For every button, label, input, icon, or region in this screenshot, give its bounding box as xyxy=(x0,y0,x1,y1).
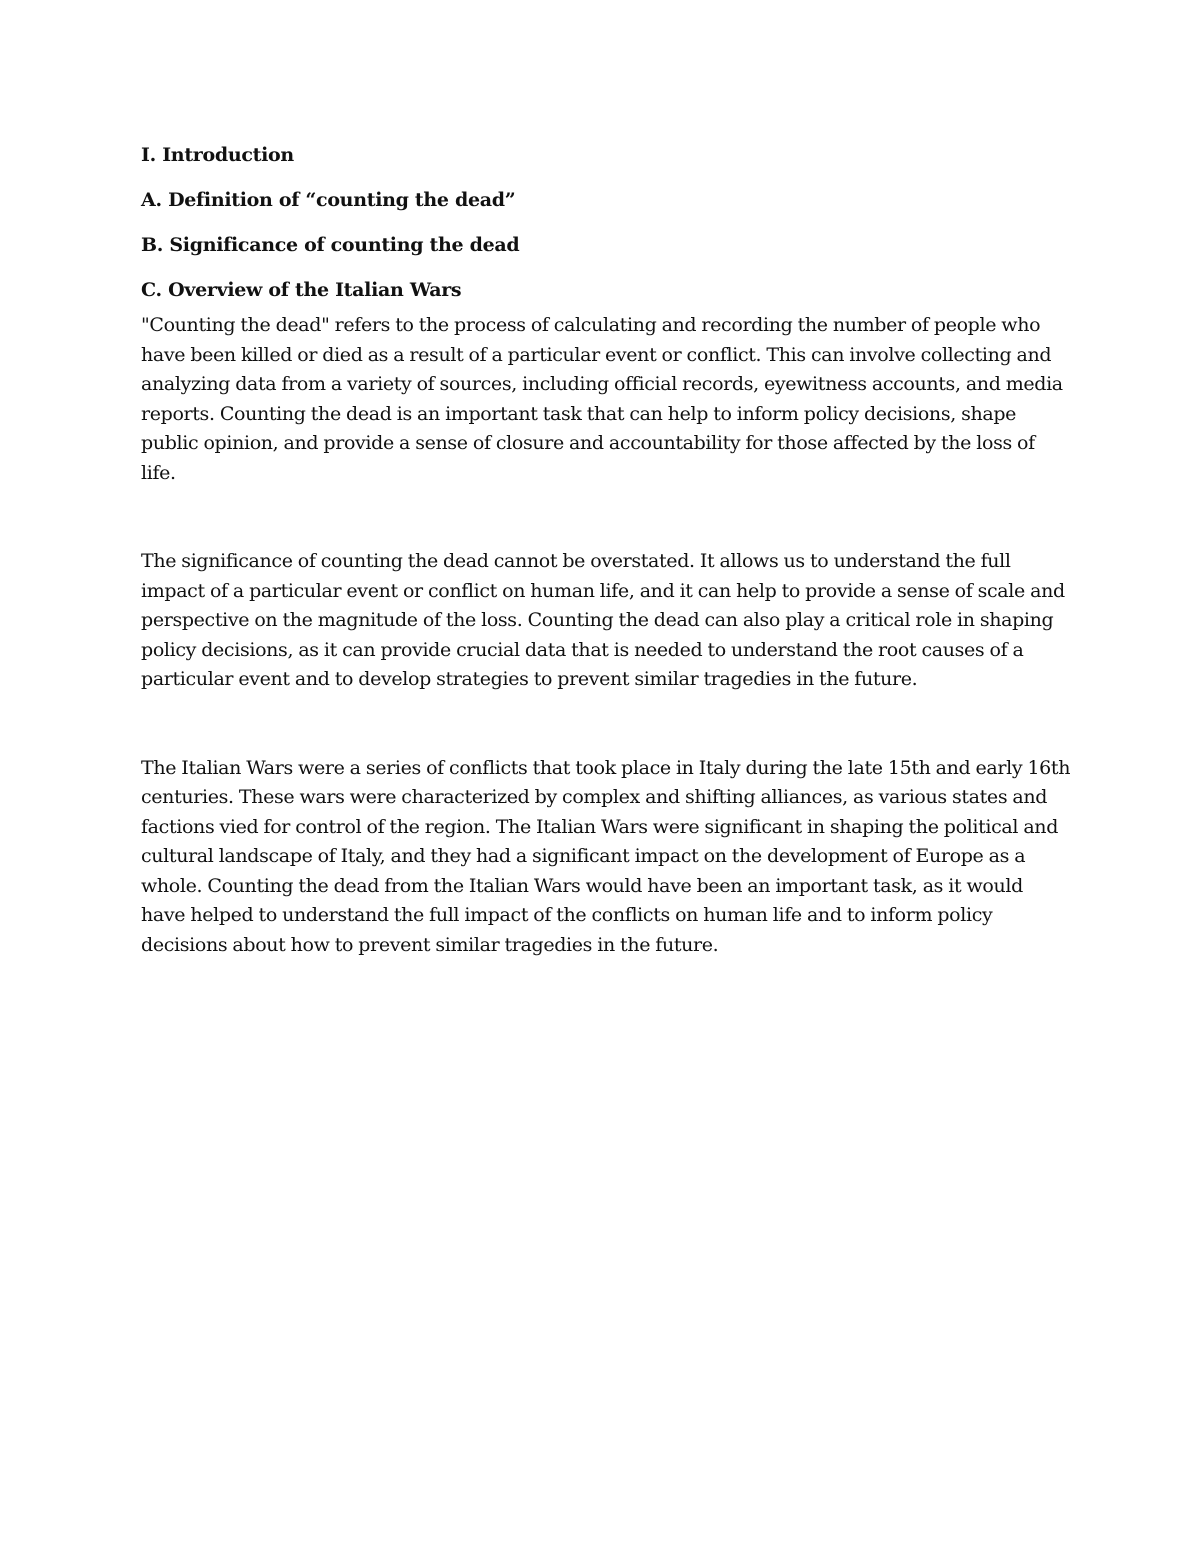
paragraph-definition: "Counting the dead" refers to the process of calculating and recording the number of people who have been killed or died as a result of a particular event or conflict. This can involve collecting and analyzing data from a variety of sources, including official records, eyewitness accounts, and media reports. Counting the dead is an important task that can help to inform policy decisions, shape public opinion, and provide a sense of closure and accountability for those affected by the loss of life. xyxy=(141,314,1063,484)
paragraph-italian-wars: The Italian Wars were a series of conflicts that took place in Italy during the late 15th and early 16th centuries. These wars were characterized by complex and shifting alliances, as various states and factions vied for control of the region. The Italian Wars were significant in shaping the political and cultural landscape of Italy, and they had a significant impact on the development of Europe as a whole. Counting the dead from the Italian Wars would have been an important task, as it would have helped to understand the full impact of the conflicts on human life and to inform policy decisions about how to prevent similar tragedies in the future. xyxy=(141,756,1071,956)
heading-overview: C. Overview of the Italian Wars xyxy=(141,279,462,301)
paragraph-significance: The significance of counting the dead cannot be overstated. It allows us to understand the full impact of a particular event or conflict on human life, and it can help to provide a sense of scale and perspective on the magnitude of the loss. Counting the dead can also play a critical role in shaping policy decisions, as it can provide crucial data that is needed to understand the root causes of a particular event and to develop strategies to prevent similar tragedies in the future. xyxy=(141,550,1065,690)
document-body xyxy=(141,140,1071,960)
heading-definition: A. Definition of “counting the dead” xyxy=(141,189,516,211)
outline-headings xyxy=(141,140,1071,305)
heading-introduction: I. Introduction xyxy=(141,144,294,166)
heading-significance: B. Significance of counting the dead xyxy=(141,234,520,256)
